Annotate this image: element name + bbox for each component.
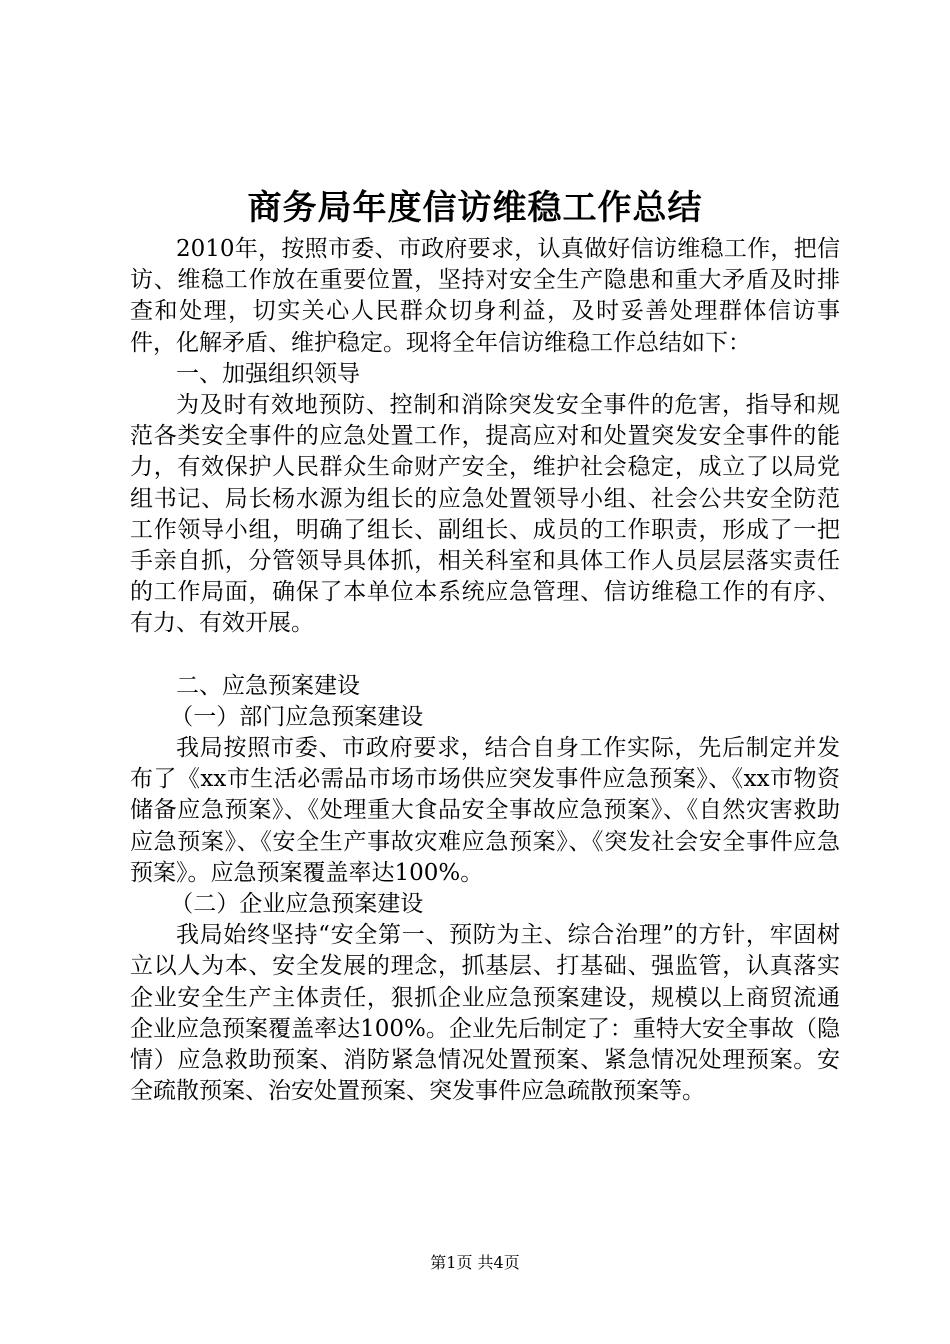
section-paragraph-1: 为及时有效地预防、控制和消除突发安全事件的危害，指导和规范各类安全事件的应急处置工作，提高应对和处置突发安全事件的能力，有效保护人民群众生命财产安全，维护社会稳定，成立了以局党组书记、局长杨水源为组长的应急处置领导小组、社会公共安全防范工作领导小组，明确了组长、副组长、成员的工作职责，形成了一把手亲自抓，分管领导具体抓，相关科室和具体工作人员层层落实责任的工作局面，确保了本单位本系统应急管理、信访维稳工作的有序、有力、有效开展。 — [130, 392, 840, 637]
section-heading-2: 二、应急预案建设 — [176, 672, 360, 699]
subsection-paragraph-2: 我局始终坚持“安全第一、预防为主、综合治理”的方针，牢固树立以人为本、安全发展的理念，抓基层、打基础、强监管，认真落实企业安全生产主体责任，狠抓企业应急预案建设，规模以上商贸流通企业应急预案覆盖率达100%。企业先后制定了：重特大安全事故（隐情）应急救助预案、消防紧急情况处置预案、紧急情况处理预案。安全疏散预案、治安处置预案、突发事件应急疏散预案等。 — [130, 922, 840, 1105]
subsection-paragraph-1: 我局按照市委、市政府要求，结合自身工作实际，先后制定并发布了《xx市生活必需品市场市场供应突发事件应急预案》、《xx市物资储备应急预案》、《处理重大食品安全事故应急预案》、《自然灾害救助应急预案》、《安全生产事故灾难应急预案》、《突发社会安全事件应急预案》。应急预案覆盖率达100%。 — [130, 735, 840, 886]
subsection-heading-1: （一）部门应急预案建设 — [170, 703, 424, 730]
document-body — [130, 234, 840, 1107]
intro-paragraph: 2010年，按照市委、市政府要求，认真做好信访维稳工作，把信访、维稳工作放在重要位置，坚持对安全生产隐患和重大矛盾及时排查和处理，切实关心人民群众切身利益，及时妥善处理群体信访事件，化解矛盾、维护稳定。现将全年信访维稳工作总结如下： — [130, 236, 840, 356]
page-number-footer: 第1页 共4页 — [430, 1253, 520, 1272]
document-title: 商务局年度信访维稳工作总结 — [247, 188, 703, 228]
subsection-heading-2: （二）企业应急预案建设 — [170, 891, 424, 918]
section-heading-1: 一、加强组织领导 — [176, 360, 360, 387]
